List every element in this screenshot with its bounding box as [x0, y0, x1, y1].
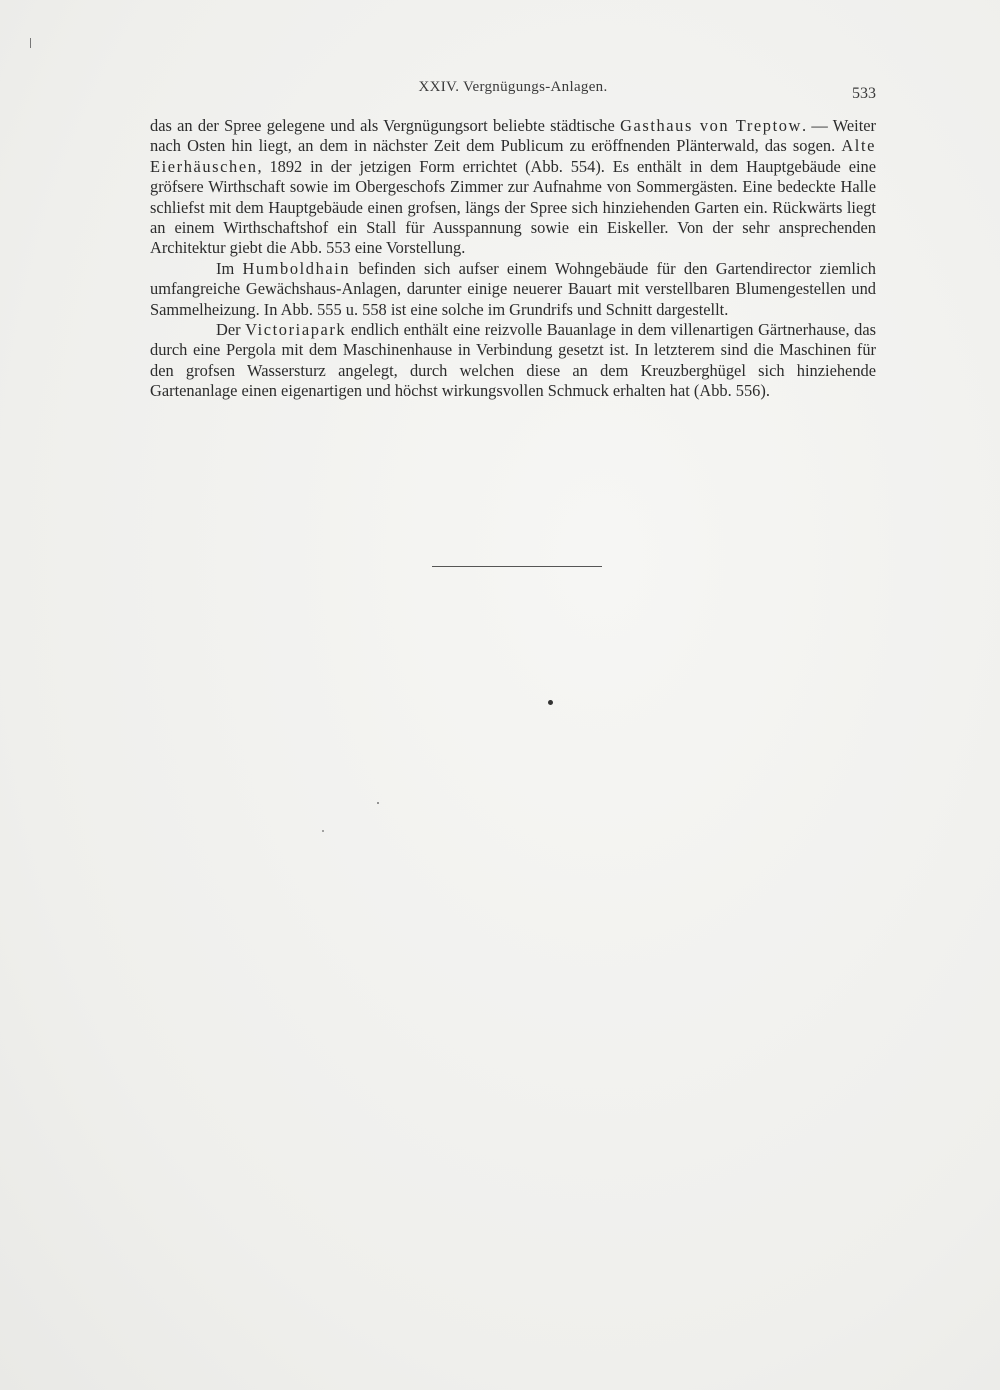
paragraph-2 [150, 259, 876, 320]
paragraph-1 [150, 116, 876, 259]
paragraph-1-segment-1: das an der Spree gelegene und als Vergnügungsort beliebte städtische [150, 116, 621, 135]
paragraph-1-segment-5: , 1892 in der jetzigen Form errichtet (Abb. 554). Es enthält in dem Hauptgebäude eine gröfsere Wirthschaft sowie im Obergeschofs Zimmer zur Aufnahme von Sommergästen. Eine bedeckte Halle schliefst mit dem Hauptgebäude einen grofsen, längs der Spree sich hinziehenden Garten ein. Rückwärts liegt an einem Wirthschaftshof ein Stall für Ausspannung sowie ein Eiskeller. Von der sehr ansprechenden Architektur giebt die Abb. 553 eine Vorstellung. [150, 156, 876, 258]
ink-speck [548, 700, 553, 705]
section-end-rule [432, 566, 602, 567]
ink-speck [377, 802, 379, 804]
paragraph-3-segment-1: Der [216, 320, 246, 340]
running-head [150, 79, 876, 103]
margin-mark [30, 38, 31, 48]
paragraph-3-segment-3: endlich enthält eine reizvolle Bauanlage in dem villenartigen Gärtnerhause, das durch eine Pergola mit dem Maschinenhause in Verbindung gesetzt ist. In letzterem sind die Maschinen für den grofsen Wassersturz angelegt, durch welchen diese an dem Kreuzberghügel sich hinziehende Gartenanlage einen eigenartigen und höchst wirkungsvollen Schmuck erhalten hat (Abb. 556). [150, 320, 876, 401]
page-number: 533 [852, 85, 876, 102]
paragraph-2-segment-3: befinden sich aufser einem Wohngebäude für den Gartendirector ziemlich umfangreiche Gewächshaus-Anlagen, darunter einige neuerer Bauart mit verstellbaren Blumengestellen und Sammelheizung. In Abb. 555 u. 558 ist eine solche im Grundrifs und Schnitt dargestellt. [150, 258, 876, 319]
paragraph-3 [150, 320, 876, 402]
paragraph-2-segment-1: Im [216, 258, 243, 278]
running-title: XXIV. Vergnügungs-Anlagen. [418, 79, 608, 95]
ink-speck [322, 830, 324, 832]
paragraph-1-segment-3: . — Weiter nach Osten hin liegt, an dem in nächster Zeit dem Publicum zu eröffnenden Plänterwald, das sogen. [150, 116, 876, 156]
paragraph-3-segment-2: Victoriapark [245, 320, 347, 340]
paragraph-2-segment-2: Humboldhain [242, 258, 351, 278]
paragraph-1-segment-2: Gasthaus von Treptow [620, 116, 802, 135]
paragraph-1-segment-4: Alte Eierhäuschen [150, 136, 876, 176]
body-text [150, 116, 876, 402]
